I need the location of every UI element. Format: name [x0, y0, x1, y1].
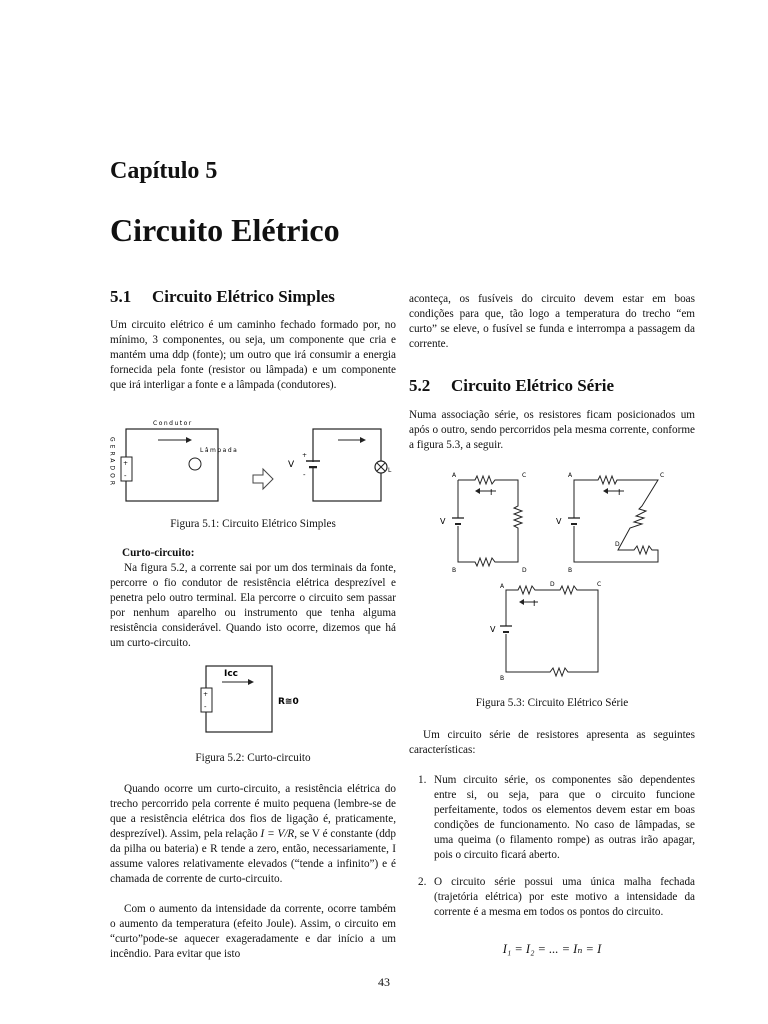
fig1-right-plus: + [302, 452, 308, 459]
fig3a-i-label: I [490, 488, 493, 497]
fig3-circuit-a [440, 472, 527, 574]
section-5-2-heading [409, 376, 614, 396]
joule-paragraph: Com o aumento da intensidade da corrente, ocorre também o aumento da temperatura (efeito Joule). Assim, o circuito em “curto”pode-se aquecer exageradamente e dar início a um incêndio. Para evitar que isto [110, 903, 396, 960]
fig2-r0-label: R≅0 [278, 697, 299, 707]
figure-5-1-caption: Figura 5.1: Circuito Elétrico Simples [170, 518, 336, 530]
fig3c-label-a: A [500, 583, 505, 590]
fig3b-i-label: I [618, 488, 621, 497]
fig3a-current-arrowhead [475, 488, 480, 494]
fig3b-label-d: D [615, 541, 620, 548]
fig3c-v-label: V [490, 625, 496, 634]
fig1-gerador-label: GERADOR [108, 437, 116, 488]
fig3b-v-label: V [556, 517, 562, 526]
fig1-condutor-label: Condutor [153, 420, 193, 427]
section-5-1-heading [110, 287, 335, 307]
fig3c-current-arrowhead [519, 599, 524, 605]
figure-5-3-diagram [430, 466, 692, 688]
list-item-number: 2. [418, 876, 427, 888]
short-circuit-block [110, 546, 396, 651]
fig1-lamp-icon [189, 458, 201, 470]
para2-after: , se V é constante (ddp da pilha ou bateria) e R tende a zero, então, necessariamente, I assume valores relativamente elevados (“tende a infinito”) e é chamada de corrente de curto-circuito. [110, 828, 396, 885]
section-5-2-title: Circuito Elétrico Série [451, 376, 615, 395]
chapter-title: Circuito Elétrico [110, 212, 340, 248]
list-item [409, 875, 695, 920]
figure-5-1-diagram [108, 415, 398, 515]
fig1-lampada-label: Lâmpada [200, 447, 239, 454]
fig1-battery-gap [307, 462, 319, 466]
para2-before: Quando ocorre um curto-circuito, a resistência elétrica do trecho percorrido pela corrente é muito pequena (lembre-se de que a resistência elétrica dos fios de ligação é, praticamente, desprezível). Assim, pela relação [110, 783, 396, 840]
section-5-1-intro: Um circuito elétrico é um caminho fechado formado por, no mínimo, 3 componentes, ou seja, um componente que cria e mantém uma ddp (fonte); um outro que irá consumir a energia fornecida pela fonte (resistor ou lâmpada) e um componente que irá interligar a fonte e a lâmpada (condutores). [110, 319, 396, 391]
fig3b-current-arrowhead [603, 488, 608, 494]
fig1-right-minus: - [303, 471, 306, 479]
fig2-arrowhead [248, 679, 254, 685]
fig3c-label-d: D [550, 581, 555, 588]
list-item-text: O circuito série possui uma única malha fechada (trajetória elétrica) por este motivo a intensidade da corrente é a mesma em todos os pontos do circuito. [434, 876, 695, 918]
list-item-text: Num circuito série, os componentes são dependentes entre si, ou seja, para que o circuito funcione perfeitamente, todos os elementos devem estar em boas condições de funcionamento. No caso de lâmpadas, se uma queima (o filamento rompe) as outras irão apagar, pois o circuito ficará aberto. [434, 774, 695, 861]
fig1-current-arrowhead [186, 437, 192, 443]
section-5-2-intro: Numa associação série, os resistores ficam posicionados um após o outro, sendo percorridos pela mesma corrente, conforme a figura 5.3, a seguir. [409, 409, 695, 451]
fig1-battery-minus: - [124, 472, 127, 480]
fig1-v-label: V [288, 460, 295, 470]
figure-5-3-caption: Figura 5.3: Circuito Elétrico Série [475, 697, 629, 709]
list-item-number: 1. [418, 774, 427, 786]
fig3a-label-c: C [522, 472, 527, 479]
fig3b-label-c: C [660, 472, 665, 479]
section-5-1-title: Circuito Elétrico Simples [152, 287, 335, 306]
page-number: 43 [378, 975, 390, 989]
fig3b-loop [574, 476, 658, 562]
fig3c-loop [506, 586, 598, 676]
ohm-formula: I = V/R [260, 828, 295, 840]
fig1-l-label: L [388, 467, 392, 474]
fig1-right-arrowhead [360, 437, 366, 443]
fig2-minus: - [204, 703, 207, 711]
section-5-2-number: 5.2 [409, 376, 431, 395]
fig2-icc-label: Icc [224, 669, 239, 679]
chapter-label: Capítulo 5 [110, 158, 218, 184]
fig3c-label-b: B [500, 675, 505, 682]
figure-5-2-diagram [196, 660, 306, 740]
figure-5-2-caption: Figura 5.2: Curto-circuito [195, 752, 311, 764]
fig3a-v-label: V [440, 517, 446, 526]
fig3c-i-label: I [533, 599, 536, 608]
short-circuit-text: Na figura 5.2, a corrente sai por um dos terminais da fonte, percorre o fio condutor de resistência elétrica desprezível e penetra pelo outro terminal. Ela percorre o circuito sem passar por nenhum aparelho ou instrumento que tenha alguma resistência considerável. Quando isto ocorre, dizemos que há um curto-circuito. [110, 562, 396, 649]
fig3a-label-a: A [452, 472, 457, 479]
fig3-circuit-b [556, 472, 664, 574]
current-equation: I₁ = I₂ = ... = Iₙ = I [502, 942, 602, 956]
fig1-transform-arrow-icon [253, 469, 273, 489]
short-circuit-paragraph [110, 782, 396, 887]
fig2-plus: + [203, 691, 209, 698]
fig3a-label-d: D [522, 567, 527, 574]
fig2-loop [206, 666, 272, 732]
fig3b-label-b: B [568, 567, 573, 574]
characteristics-intro: Um circuito série de resistores apresenta as seguintes características: [409, 729, 695, 756]
fig3b-label-a: A [568, 472, 573, 479]
fig3-circuit-c [490, 581, 601, 682]
fig3c-label-c: C [597, 581, 602, 588]
fig1-battery-plus: + [123, 460, 129, 467]
list-item [409, 773, 695, 863]
right-continuation-paragraph: aconteça, os fusíveis do circuito devem estar em boas condições para que, tão logo a temperatura do trecho “em curto” se eleve, o fusível se funda e interrompa a passagem da corrente. [409, 293, 695, 350]
short-circuit-heading: Curto-circuito: [122, 547, 195, 559]
fig3a-label-b: B [452, 567, 457, 574]
characteristics-list [409, 773, 695, 926]
section-5-1-number: 5.1 [110, 287, 132, 306]
